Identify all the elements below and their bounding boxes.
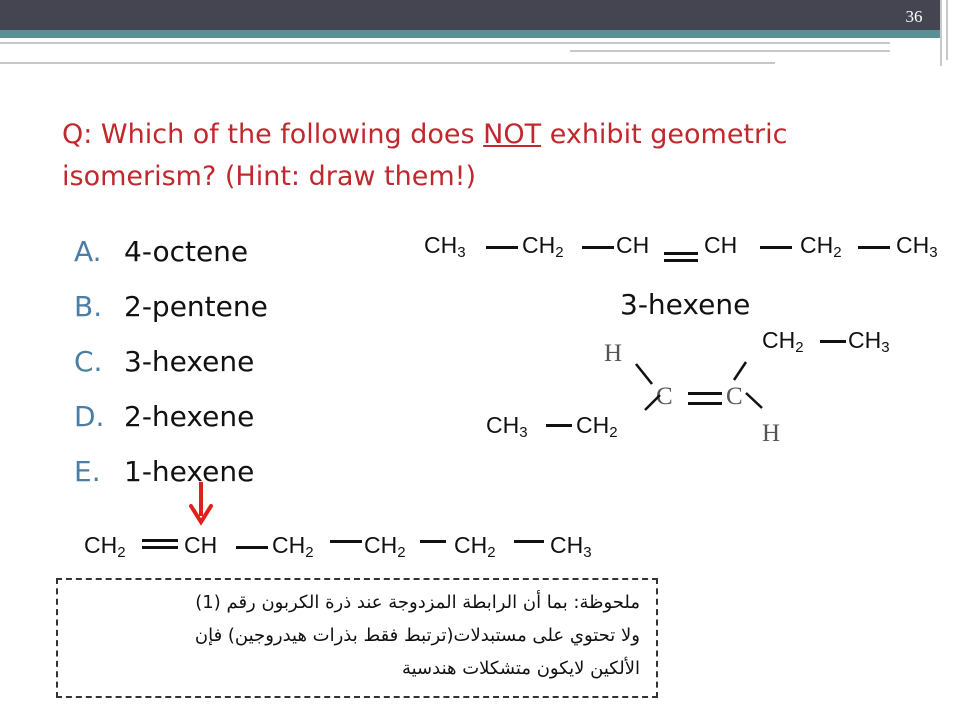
option-b xyxy=(74,287,268,342)
isomer-ch2-right: $CH_2$ xyxy=(762,327,804,356)
hexene3-single-bond xyxy=(858,246,890,249)
header-rule-lower xyxy=(0,62,775,64)
header-accent-bar xyxy=(0,30,940,38)
question-text xyxy=(62,114,862,198)
option-text: 2-pentene xyxy=(124,290,268,323)
answer-options xyxy=(74,232,268,507)
option-letter: D. xyxy=(74,400,105,433)
hexene3-atom-6: $CH_3$ xyxy=(896,232,938,261)
hexene3-atom-4: CH xyxy=(704,232,738,258)
hexene3-atom-2: $CH_2$ xyxy=(522,232,564,261)
option-text: 1-hexene xyxy=(124,455,255,488)
bond-ch2-right xyxy=(734,362,746,380)
option-text: 3-hexene xyxy=(124,345,255,378)
isomer-diagonal-bonds xyxy=(600,350,780,440)
isomer-ch3-left: $CH_3$ xyxy=(486,412,528,441)
option-letter: C. xyxy=(74,345,103,378)
hexene1-double-bond-bottom xyxy=(142,546,178,549)
note-line-3: الألكين لايكون متشكلات هندسية xyxy=(401,658,640,679)
note-line-1: ملحوظة: بما أن الرابطة المزدوجة عند ذرة الكربون رقم (1) xyxy=(195,592,640,613)
hexene3-single-bond xyxy=(760,246,792,249)
bond-h-right xyxy=(746,393,762,408)
isomer-ch2-left: $CH_2$ xyxy=(576,412,618,441)
hexene3-atom-3: CH xyxy=(616,232,650,258)
isomer-single-bond xyxy=(820,340,846,343)
hexene3-atom-1: $CH_3$ xyxy=(424,232,466,261)
isomer-ch3-right: $CH_3$ xyxy=(848,327,890,356)
hexene3-label: 3-hexene xyxy=(620,288,751,321)
hexene3-single-bond xyxy=(486,246,518,249)
isomer-single-bond xyxy=(546,424,572,427)
question-emphasis: NOT xyxy=(483,119,542,150)
hexene3-double-bond-bottom xyxy=(664,259,698,262)
hexene3-single-bond xyxy=(582,246,614,249)
hexene1-single-bond xyxy=(514,540,544,543)
isomer-h-left: H xyxy=(604,340,623,367)
option-text: 2-hexene xyxy=(124,400,255,433)
option-c xyxy=(74,342,268,397)
header-vrule xyxy=(940,0,942,66)
hexene3-atom-5: $CH_2$ xyxy=(800,232,842,261)
hexene1-single-bond xyxy=(330,540,362,543)
hexene1-atom-1: $CH_2$ xyxy=(84,532,126,561)
hexene1-atom-2: CH xyxy=(184,532,218,558)
option-letter: E. xyxy=(74,455,101,488)
hexene1-atom-4: $CH_2$ xyxy=(364,532,406,561)
isomer-carbon-2: C xyxy=(726,383,743,410)
note-text xyxy=(70,586,640,685)
hexene1-single-bond xyxy=(420,540,446,543)
option-letter: B. xyxy=(74,290,103,323)
question-suffix: exhibit geometric isomerism? (Hint: draw them!) xyxy=(62,119,788,192)
bond-ch2-left xyxy=(645,395,660,410)
slide-number: 36 xyxy=(905,7,923,26)
hexene1-atom-5: $CH_2$ xyxy=(454,532,496,561)
hexene1-atom-6: $CH_3$ xyxy=(550,532,592,561)
question-prefix: Q: Which of the following does xyxy=(62,119,484,150)
header-bar xyxy=(0,0,940,30)
header-rule-short xyxy=(570,50,890,52)
hexene1-double-bond-top xyxy=(142,539,178,542)
hexene1-atom-3: $CH_2$ xyxy=(272,532,314,561)
option-d xyxy=(74,397,268,452)
option-a xyxy=(74,232,268,287)
bond-h-left xyxy=(636,364,652,384)
isomer-carbon-1: C xyxy=(656,383,673,410)
option-e xyxy=(74,452,268,507)
note-line-2: ولا تحتوي على مستبدلات(ترتبط فقط بذرات هيدروجين) فإن xyxy=(194,625,640,646)
hexene1-single-bond xyxy=(236,546,268,549)
note-box xyxy=(56,578,658,698)
option-letter: A. xyxy=(74,235,102,268)
hexene3-double-bond-top xyxy=(664,252,698,255)
isomer-h-right: H xyxy=(762,420,781,447)
header-vrule-2 xyxy=(946,0,948,60)
option-text: 4-octene xyxy=(124,235,249,268)
header-rule xyxy=(0,42,890,44)
answer-arrow-icon xyxy=(188,480,214,526)
